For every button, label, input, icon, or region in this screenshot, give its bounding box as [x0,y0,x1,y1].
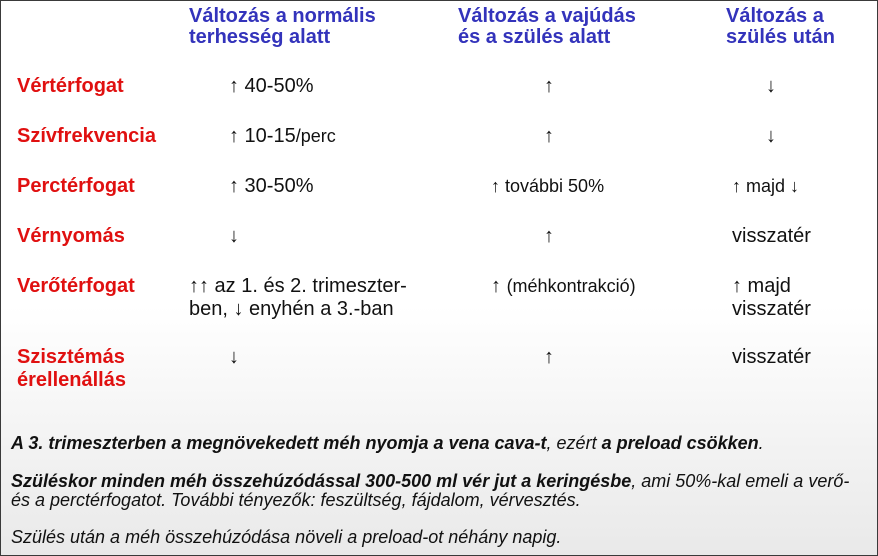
row-label-cardiac-output: Perctérfogat [17,175,135,197]
row-label-stroke-volume: Verőtérfogat [17,275,135,297]
cell-blood-volume-pregnancy: ↑ 40-50% [229,75,314,97]
cell-vascular-resistance-labor: ↑ [544,346,554,368]
cell-blood-volume-labor: ↑ [544,75,554,97]
stroke-volume-pregnancy-line2: ben, ↓ enyhén a 3.-ban [189,298,394,320]
stroke-volume-labor-note: (méhkontrakció) [506,276,636,296]
cell-heart-rate-postpartum: ↓ [766,125,776,147]
cell-stroke-volume-labor [491,275,636,298]
note-postpartum: Szülés után a méh összehúzódása növeli a preload-ot néhány napig. [11,527,562,547]
row-label-heart-rate: Szívfrekvencia [17,125,156,147]
note-labor-part1: Szüléskor minden méh összehúzódással 300-500 ml vér jut a keringésbe [11,471,632,491]
cell-cardiac-output-pregnancy: ↑ 30-50% [229,175,314,197]
cell-cardiac-output-labor: ↑ további 50% [491,176,605,196]
note-labor [11,472,871,510]
header-pregnancy-line2: terhesség alatt [189,26,331,48]
note-preload [11,434,871,453]
cell-blood-pressure-pregnancy: ↓ [229,225,239,247]
note-preload-part3: a preload csökken [601,433,759,453]
cell-stroke-volume-pregnancy [189,275,407,321]
cell-heart-rate-labor: ↑ [544,125,554,147]
vascular-resistance-label-line2: érellenállás [17,369,126,391]
cell-heart-rate-pregnancy [229,125,336,148]
heart-rate-value: ↑ 10-15 [229,125,296,147]
heart-rate-unit: /perc [295,126,336,146]
header-labor-line1: Változás a vajúdás [458,5,636,27]
cell-vascular-resistance-pregnancy: ↓ [229,346,239,368]
row-label-blood-pressure: Vérnyomás [17,225,125,247]
cell-vascular-resistance-postpartum: visszatér [732,346,811,368]
note-preload-part1: A 3. trimeszterben a megnövekedett méh nyomja a vena cava-t [11,433,547,453]
cell-blood-volume-postpartum: ↓ [766,75,776,97]
note-labor-part2: , ami 50%-kal emeli a verő- és a perctérfogatot. További tényezők: feszültség, fájdalom, vérvesztés. [11,471,850,510]
cell-blood-pressure-postpartum: visszatér [732,225,811,247]
cell-stroke-volume-postpartum [732,275,811,321]
header-postpartum-line2: szülés után [726,26,835,48]
header-labor-line2: és a szülés alatt [458,26,611,48]
stroke-volume-postpartum-line2: visszatér [732,298,811,320]
header-postpartum-line1: Változás a [726,5,824,27]
cell-cardiac-output-postpartum: ↑ majd ↓ [732,176,800,196]
note-preload-part2: , ezért [546,433,602,453]
stroke-volume-pregnancy-line1: ↑↑ az 1. és 2. trimeszter- [189,275,407,297]
header-postpartum [726,6,835,48]
row-label-blood-volume: Vértérfogat [17,75,124,97]
header-labor [458,6,636,48]
stroke-volume-labor-arrow: ↑ [491,275,501,297]
stroke-volume-postpartum-line1: ↑ majd [732,275,791,297]
cell-blood-pressure-labor: ↑ [544,225,554,247]
header-pregnancy [189,6,376,48]
header-pregnancy-line1: Változás a normális [189,5,376,27]
row-label-vascular-resistance [17,346,126,392]
vascular-resistance-label-line1: Szisztémás [17,346,125,368]
note-preload-part4: . [758,433,764,453]
